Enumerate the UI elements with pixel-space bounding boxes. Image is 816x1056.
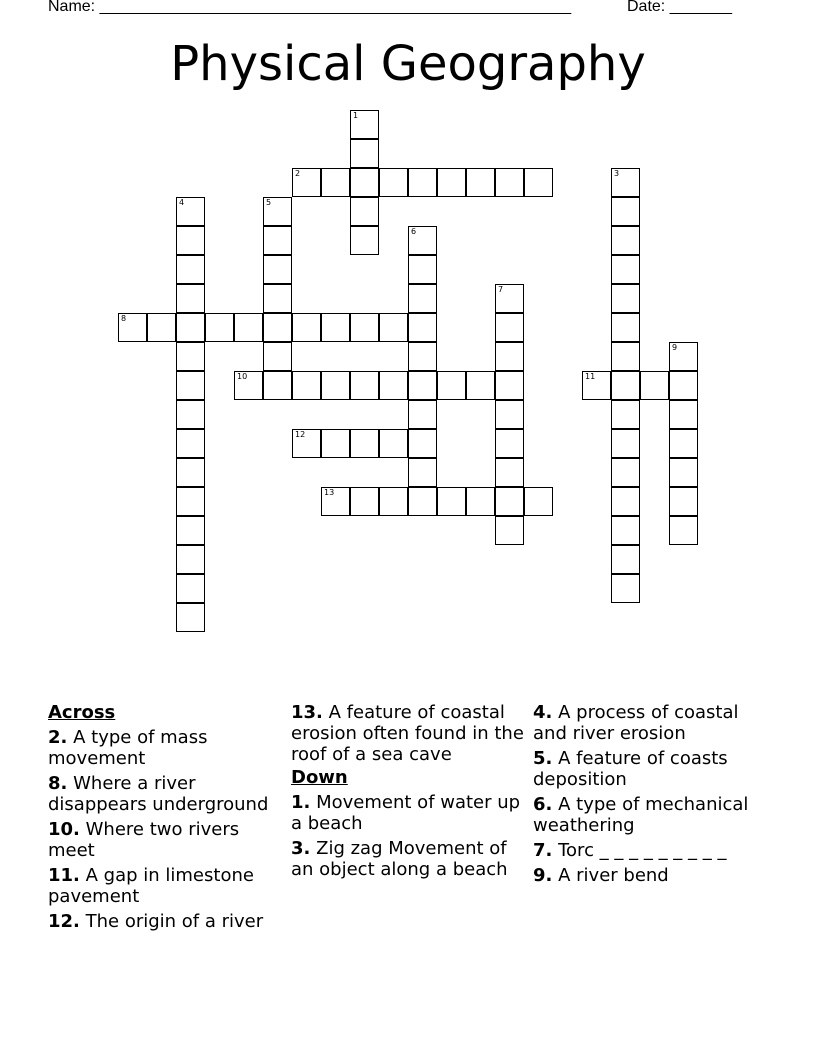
crossword-cell[interactable] — [611, 197, 640, 226]
clue-across-12 — [48, 911, 283, 932]
crossword-cell[interactable] — [176, 313, 205, 342]
crossword-cell[interactable] — [118, 313, 147, 342]
date-field-label: Date: _______ — [627, 0, 732, 15]
crossword-cell[interactable] — [466, 487, 495, 516]
crossword-cell[interactable] — [176, 400, 205, 429]
crossword-cell[interactable] — [495, 313, 524, 342]
crossword-cell[interactable] — [263, 226, 292, 255]
clue-text: A gap in limestone pavement — [48, 865, 254, 907]
crossword-cell[interactable] — [408, 371, 437, 400]
crossword-cell[interactable] — [379, 313, 408, 342]
crossword-cell[interactable] — [321, 429, 350, 458]
crossword-cell[interactable] — [611, 371, 640, 400]
clue-number: 9. — [533, 865, 553, 886]
crossword-cell[interactable] — [437, 487, 466, 516]
crossword-cell[interactable] — [408, 487, 437, 516]
clue-text: Where two rivers meet — [48, 819, 240, 861]
clue-text: A process of coastal and river erosion — [533, 702, 739, 744]
crossword-cell[interactable] — [350, 139, 379, 168]
clue-number: 12. — [48, 911, 80, 932]
page-title: Physical Geography — [170, 36, 646, 92]
clues-column-3 — [533, 702, 773, 890]
clue-number-label: 1 — [353, 111, 359, 120]
crossword-cell[interactable] — [611, 226, 640, 255]
crossword-cell[interactable] — [437, 371, 466, 400]
crossword-cell[interactable] — [350, 110, 379, 139]
crossword-cell[interactable] — [321, 168, 350, 197]
crossword-cell[interactable] — [437, 168, 466, 197]
crossword-cell[interactable] — [263, 371, 292, 400]
crossword-cell[interactable] — [495, 400, 524, 429]
crossword-cell[interactable] — [611, 458, 640, 487]
crossword-cell[interactable] — [611, 284, 640, 313]
crossword-cell[interactable] — [379, 487, 408, 516]
crossword-cell[interactable] — [176, 371, 205, 400]
crossword-cell[interactable] — [495, 516, 524, 545]
crossword-cell[interactable] — [495, 371, 524, 400]
clue-text: A feature of coastal erosion often found in the roof of a sea cave — [291, 702, 524, 765]
crossword-cell[interactable] — [611, 342, 640, 371]
crossword-cell[interactable] — [234, 371, 263, 400]
crossword-cell[interactable] — [495, 429, 524, 458]
clue-number-label: 11 — [585, 372, 596, 381]
clue-across-10 — [48, 819, 283, 861]
crossword-cell[interactable] — [350, 313, 379, 342]
clue-across-2 — [48, 727, 283, 769]
clue-across-11 — [48, 865, 283, 907]
crossword-cell[interactable] — [176, 226, 205, 255]
crossword-cell[interactable] — [669, 487, 698, 516]
crossword-cell[interactable] — [408, 255, 437, 284]
crossword-cell[interactable] — [292, 168, 321, 197]
crossword-cell[interactable] — [611, 255, 640, 284]
clue-text: Movement of water up a beach — [291, 792, 521, 834]
crossword-cell[interactable] — [350, 226, 379, 255]
clue-number: 3. — [291, 838, 311, 859]
clue-down-7 — [533, 840, 773, 861]
crossword-cell[interactable] — [379, 168, 408, 197]
crossword-cell[interactable] — [466, 371, 495, 400]
clue-number-label: 10 — [237, 372, 248, 381]
clue-number: 5. — [533, 748, 553, 769]
crossword-cell[interactable] — [495, 168, 524, 197]
crossword-cell[interactable] — [611, 574, 640, 603]
clue-number: 1. — [291, 792, 311, 813]
crossword-cell[interactable] — [176, 603, 205, 632]
clue-number-label: 2 — [295, 169, 301, 178]
crossword-cell[interactable] — [176, 487, 205, 516]
crossword-cell[interactable] — [350, 429, 379, 458]
crossword-cell[interactable] — [611, 168, 640, 197]
crossword-cell[interactable] — [582, 371, 611, 400]
crossword-cell[interactable] — [495, 487, 524, 516]
crossword-cell[interactable] — [379, 429, 408, 458]
crossword-cell[interactable] — [350, 197, 379, 226]
clue-text: A type of mechanical weathering — [533, 794, 749, 836]
crossword-cell[interactable] — [611, 487, 640, 516]
clue-down-1 — [291, 792, 526, 834]
clues-column-1 — [48, 702, 283, 936]
crossword-cell[interactable] — [495, 458, 524, 487]
crossword-cell[interactable] — [147, 313, 176, 342]
clues-column-2 — [291, 702, 526, 884]
crossword-cell[interactable] — [524, 487, 553, 516]
crossword-cell[interactable] — [611, 545, 640, 574]
crossword-cell[interactable] — [408, 313, 437, 342]
clue-text: Where a river disappears underground — [48, 773, 269, 815]
clue-number-label: 13 — [324, 488, 335, 497]
crossword-cell[interactable] — [176, 284, 205, 313]
crossword-cell[interactable] — [669, 429, 698, 458]
crossword-cell[interactable] — [350, 487, 379, 516]
crossword-cell[interactable] — [176, 197, 205, 226]
crossword-cell[interactable] — [408, 458, 437, 487]
crossword-cell[interactable] — [205, 313, 234, 342]
crossword-cell[interactable] — [263, 255, 292, 284]
crossword-cell[interactable] — [263, 197, 292, 226]
crossword-cell[interactable] — [408, 168, 437, 197]
clue-number: 4. — [533, 702, 553, 723]
crossword-cell[interactable] — [292, 313, 321, 342]
crossword-cell[interactable] — [379, 371, 408, 400]
crossword-cell[interactable] — [350, 371, 379, 400]
crossword-cell[interactable] — [176, 429, 205, 458]
clue-text: A feature of coasts deposition — [533, 748, 728, 790]
crossword-cell[interactable] — [611, 429, 640, 458]
clue-number: 6. — [533, 794, 553, 815]
clue-across-8 — [48, 773, 283, 815]
crossword-cell[interactable] — [669, 371, 698, 400]
crossword-cell[interactable] — [669, 458, 698, 487]
crossword-cell[interactable] — [466, 168, 495, 197]
crossword-cell[interactable] — [640, 371, 669, 400]
clue-number-label: 9 — [672, 343, 678, 352]
clue-text: A river bend — [558, 865, 669, 886]
crossword-cell[interactable] — [611, 516, 640, 545]
crossword-cell[interactable] — [292, 371, 321, 400]
crossword-cell[interactable] — [263, 313, 292, 342]
crossword-cell[interactable] — [495, 284, 524, 313]
crossword-cell[interactable] — [321, 487, 350, 516]
crossword-cell[interactable] — [611, 400, 640, 429]
crossword-cell[interactable] — [611, 313, 640, 342]
down-heading: Down — [291, 767, 348, 788]
crossword-cell[interactable] — [524, 168, 553, 197]
crossword-cell[interactable] — [408, 429, 437, 458]
clue-number: 7. — [533, 840, 553, 861]
crossword-cell[interactable] — [408, 226, 437, 255]
crossword-cell[interactable] — [495, 342, 524, 371]
crossword-cell[interactable] — [176, 516, 205, 545]
clue-number-label: 8 — [121, 314, 127, 323]
clue-number: 11. — [48, 865, 80, 886]
clue-across-13 — [291, 702, 526, 765]
crossword-cell[interactable] — [234, 313, 263, 342]
crossword-cell[interactable] — [408, 400, 437, 429]
crossword-cell[interactable] — [669, 400, 698, 429]
crossword-cell[interactable] — [350, 168, 379, 197]
clue-number-label: 3 — [614, 169, 620, 178]
crossword-cell[interactable] — [176, 574, 205, 603]
crossword-cell[interactable] — [176, 342, 205, 371]
clue-number-label: 12 — [295, 430, 306, 439]
crossword-cell[interactable] — [263, 342, 292, 371]
crossword-cell[interactable] — [321, 371, 350, 400]
name-field-label: Name: _____________________________________________________ — [48, 0, 572, 15]
clue-text: A type of mass movement — [48, 727, 208, 769]
crossword-cell[interactable] — [263, 284, 292, 313]
clue-number: 8. — [48, 773, 68, 794]
clue-number: 13. — [291, 702, 323, 723]
clue-text: Torc _ _ _ _ _ _ _ _ _ — [558, 840, 727, 861]
crossword-cell[interactable] — [176, 458, 205, 487]
clue-text: Zig zag Movement of an object along a beach — [291, 838, 508, 880]
clue-number-label: 5 — [266, 198, 272, 207]
clue-down-3 — [291, 838, 526, 880]
clue-text: The origin of a river — [85, 911, 264, 932]
crossword-cell[interactable] — [669, 516, 698, 545]
clue-down-9 — [533, 865, 773, 886]
clue-down-4 — [533, 702, 773, 744]
crossword-cell[interactable] — [669, 342, 698, 371]
clue-down-6 — [533, 794, 773, 836]
clue-number-label: 7 — [498, 285, 504, 294]
crossword-cell[interactable] — [408, 284, 437, 313]
crossword-cell[interactable] — [292, 429, 321, 458]
clue-number: 2. — [48, 727, 68, 748]
crossword-cell[interactable] — [408, 342, 437, 371]
clue-number: 10. — [48, 819, 80, 840]
clue-down-5 — [533, 748, 773, 790]
crossword-cell[interactable] — [176, 255, 205, 284]
clue-number-label: 6 — [411, 227, 417, 236]
across-heading: Across — [48, 702, 116, 723]
crossword-cell[interactable] — [176, 545, 205, 574]
crossword-cell[interactable] — [321, 313, 350, 342]
clue-number-label: 4 — [179, 198, 185, 207]
